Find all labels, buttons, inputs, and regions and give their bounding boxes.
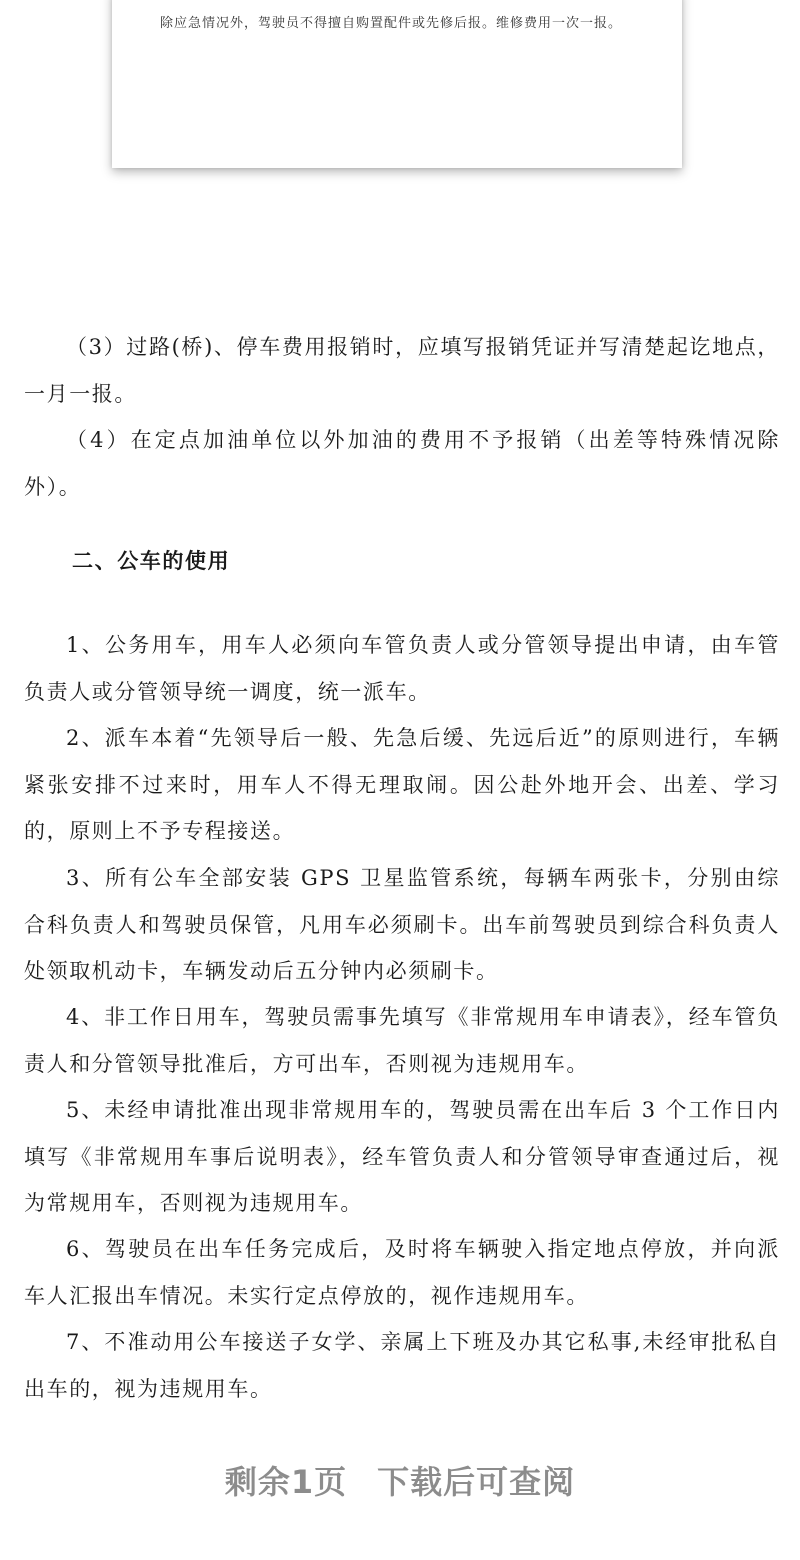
section-heading: 二、公车的使用: [72, 549, 231, 573]
list-item-1: 1、公务用车，用车人必须向车管负责人或分管领导提出申请，由车管负责人或分管领导统一调度，统一派车。: [24, 633, 780, 704]
list-item-3: 3、所有公车全部安装 GPS 卫星监管系统，每辆车两张卡，分别由综合科负责人和驾驶员保管，凡用车必须刷卡。出车前驾驶员到综合科负责人处领取机动卡，车辆发动后五分钟内必须刷卡。: [24, 866, 780, 983]
paragraph-4-fuel: （4）在定点加油单位以外加油的费用不予报销（出差等特殊情况除外）。: [24, 428, 780, 499]
remaining-pages-label[interactable]: 剩余1页: [224, 1463, 348, 1501]
list-item-2: 2、派车本着“先领导后一般、先急后缓、先远后近”的原则进行，车辆紧张安排不过来时，用车人不得无理取闹。因公赴外地开会、出差、学习的，原则上不予专程接送。: [24, 726, 780, 843]
preview-card-text: 除应急情况外，驾驶员不得擅自购置配件或先修后报。维修费用一次一报。: [160, 16, 623, 31]
list-item-7: 7、不准动用公车接送子女学、亲属上下班及办其它私事,未经审批私自出车的，视为违规用车。: [24, 1330, 780, 1401]
list-item-4: 4、非工作日用车，驾驶员需事先填写《非常规用车申请表》，经车管负责人和分管领导批准后，方可出车，否则视为违规用车。: [24, 1005, 780, 1076]
download-to-view-label[interactable]: 下载后可查阅: [377, 1463, 576, 1501]
download-banner[interactable]: [0, 1458, 800, 1506]
paragraph-3-toll-parking: （3）过路(桥)、停车费用报销时，应填写报销凭证并写清楚起讫地点，一月一报。: [24, 335, 780, 406]
preview-page-card: [112, 0, 682, 168]
list-item-5: 5、未经申请批准出现非常规用车的，驾驶员需在出车后 3 个工作日内填写《非常规用车事后说明表》，经车管负责人和分管领导审查通过后，视为常规用车，否则视为违规用车。: [24, 1098, 780, 1215]
list-item-6: 6、驾驶员在出车任务完成后，及时将车辆驶入指定地点停放，并向派车人汇报出车情况。未实行定点停放的，视作违规用车。: [24, 1237, 780, 1308]
